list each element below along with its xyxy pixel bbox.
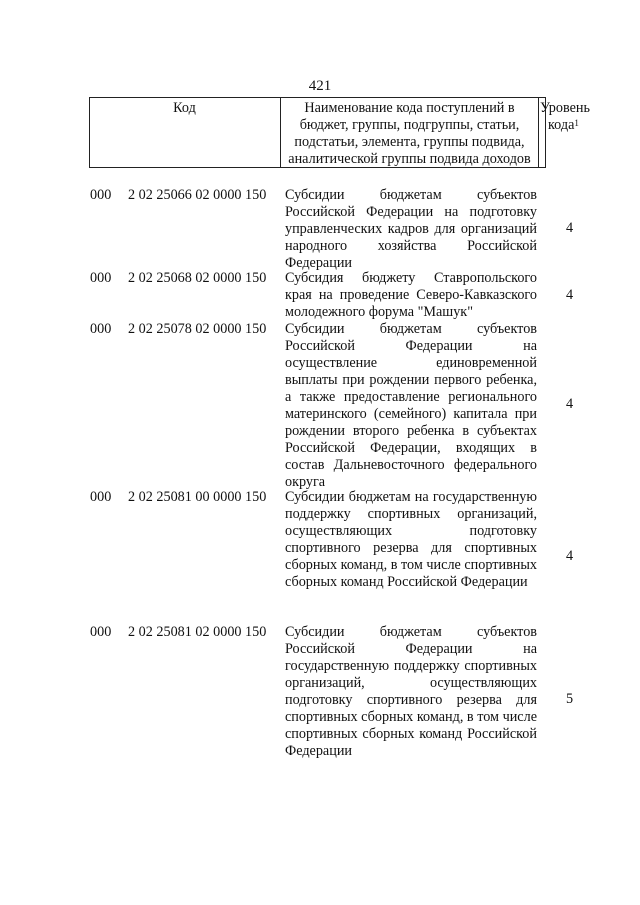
row-prefix: 000: [90, 270, 112, 286]
header-level: [538, 100, 640, 134]
row-prefix: 000: [90, 187, 112, 203]
row-level: 4: [566, 287, 574, 303]
row-code: 2 02 25068 02 0000 150: [128, 270, 267, 286]
row-name: Субсидии бюджетам субъектов Российской Федерации на подготовку управленческих кадров для организаций народного хозяйства Российской Федерации: [285, 187, 537, 271]
row-prefix: 000: [90, 489, 112, 505]
row-name: Субсидии бюджетам субъектов Российской Федерации на осуществление единовременной выплаты при рождении первого ребенка, а также предоставление регионального материнского (семейного) капитала при рождении второго ребенка в субъектах Российской Федерации, входящих в состав Дальневосточного федерального округа: [285, 321, 537, 490]
row-name: Субсидии бюджетам на государственную поддержку спортивных организаций, осуществляющих подготовку спортивного резерва для спортивных сборных команд, в том числе спортивных сборных команд Российской Федерации: [285, 489, 537, 590]
row-level: 4: [566, 548, 574, 564]
header-level-line1: Уровень: [540, 100, 590, 116]
row-code: 2 02 25078 02 0000 150: [128, 321, 267, 337]
row-level: 4: [566, 220, 574, 236]
header-name: Наименование кода поступлений в бюджет, группы, подгруппы, статьи, подстатьи, элемента, группы подвида, аналитической группы подвида доходов: [288, 100, 531, 167]
page-number: 421: [308, 78, 332, 94]
row-name: Субсидии бюджетам субъектов Российской Федерации на государственную поддержку спортивных организаций, осуществляющих подготовку спортивного резерва для спортивных сборных команд, в том числе спортивных сборных команд Российской Федерации: [285, 624, 537, 759]
row-level: 5: [566, 691, 574, 707]
header-level-text: кода: [548, 117, 575, 133]
table-header: [89, 97, 590, 168]
header-top-border: [89, 97, 546, 98]
row-level: 4: [566, 396, 574, 412]
row-prefix: 000: [90, 624, 112, 640]
row-code: 2 02 25066 02 0000 150: [128, 187, 267, 203]
row-name: Субсидия бюджету Ставропольского края на проведение Северо-Кавказского молодежного форума "Машук": [285, 270, 537, 320]
row-prefix: 000: [90, 321, 112, 337]
header-level-footnote: 1: [574, 118, 579, 128]
row-code: 2 02 25081 00 0000 150: [128, 489, 267, 505]
header-level-line2: [540, 117, 640, 134]
header-code: Код: [173, 100, 196, 116]
row-code: 2 02 25081 02 0000 150: [128, 624, 267, 640]
